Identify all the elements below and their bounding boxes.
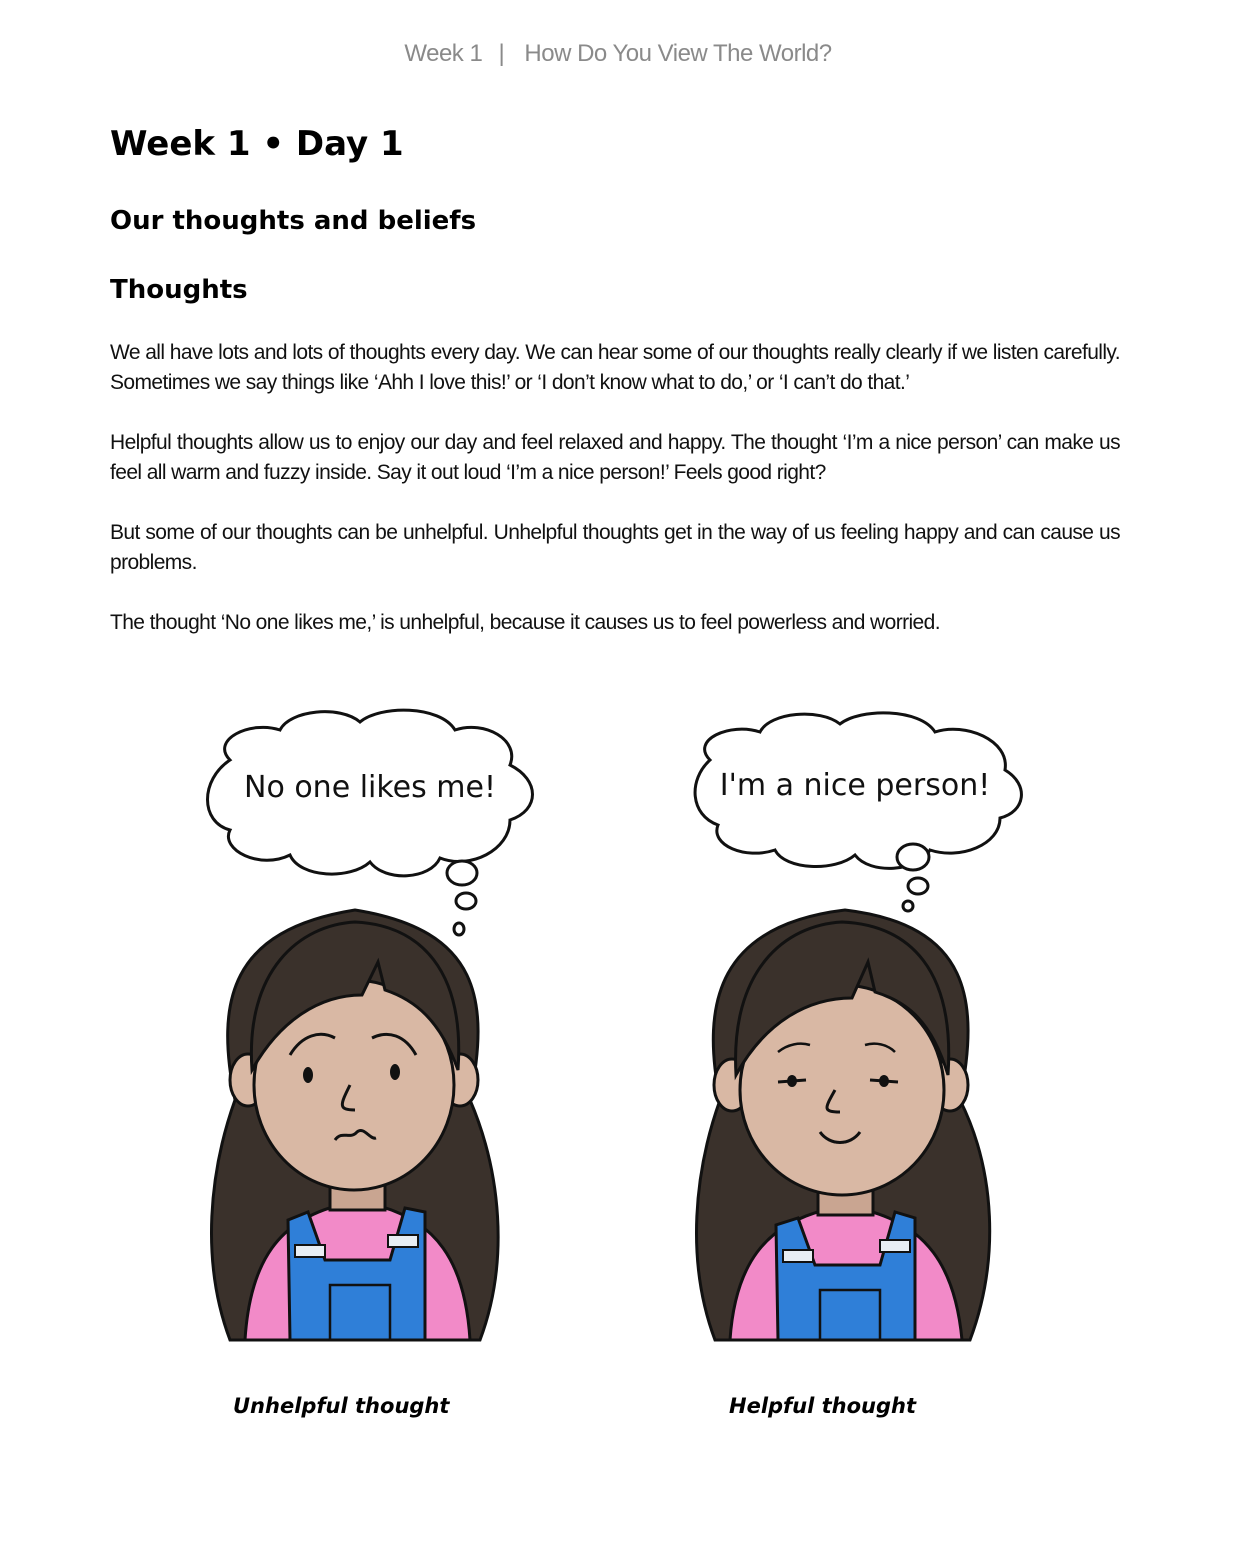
caption-unhelpful-thought: Unhelpful thought [233, 1394, 450, 1418]
paragraph-helpful-thoughts: Helpful thoughts allow us to enjoy our day and feel relaxed and happy. The thought ‘I’m a nice person’ can make us feel all warm and fuzzy inside. Say it out loud ‘I’m a nice person!’ Feels good right? [110, 431, 1120, 484]
thought-bubble [695, 713, 1021, 911]
header-separator: | [498, 40, 505, 67]
thought-bubble-text: No one likes me! [244, 770, 496, 805]
paragraph-unhelpful-thoughts: But some of our thoughts can be unhelpful. Unhelpful thoughts get in the way of us feeling happy and can cause us problems. [110, 521, 1120, 574]
section-title: Our thoughts and beliefs [110, 206, 477, 236]
paragraph-no-one-likes-me: The thought ‘No one likes me,’ is unhelpful, because it causes us to feel powerless and worried. [110, 611, 940, 634]
sub-title: Thoughts [110, 275, 248, 305]
unhelpful-thought-illustration [190, 700, 560, 1370]
running-header [0, 40, 1236, 68]
day-title: Week 1 • Day 1 [110, 124, 404, 164]
header-title: How Do You View The World? [524, 40, 832, 67]
worried-girl-drawing [190, 700, 560, 1370]
content-girl-drawing [670, 700, 1040, 1370]
helpful-thought-illustration [670, 700, 1040, 1370]
paragraph-thoughts-intro: We all have lots and lots of thoughts every day. We can hear some of our thoughts really clearly if we listen carefully. Sometimes we say things like ‘Ahh I love this!’ or ‘I don’t know what to do,’ or ‘I can’t do that.’ [110, 341, 1120, 394]
thought-bubble-text: I'm a nice person! [719, 768, 991, 803]
caption-helpful-thought: Helpful thought [729, 1394, 917, 1418]
header-week: Week 1 [404, 40, 483, 67]
thought-bubble [208, 710, 533, 935]
